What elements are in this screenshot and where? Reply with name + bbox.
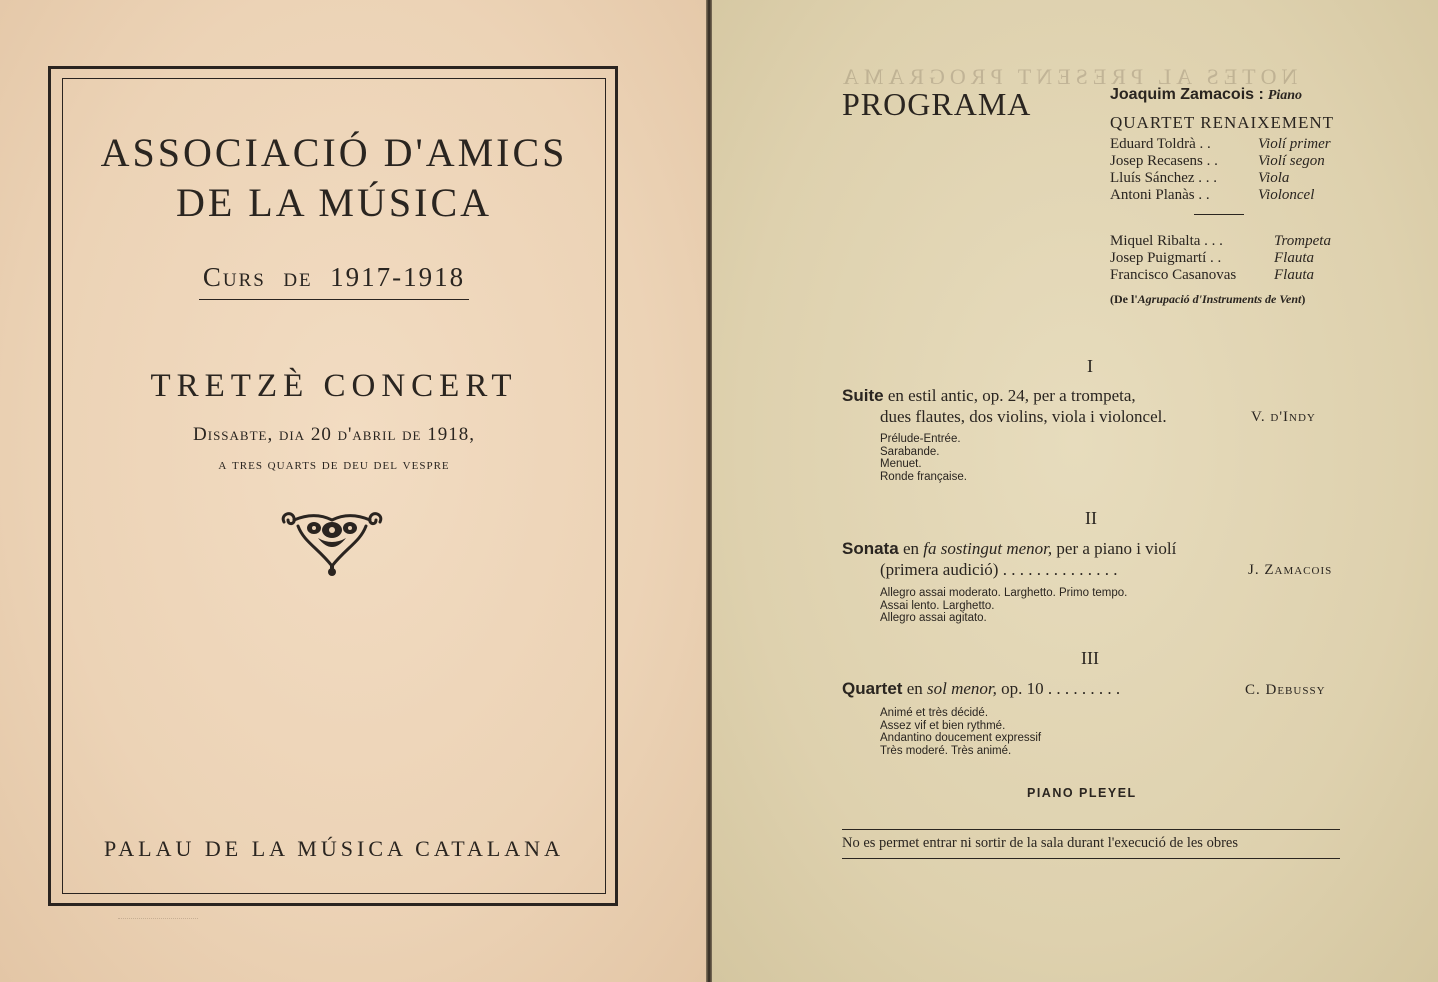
part-numeral: I (1087, 356, 1093, 376)
movement-list (880, 707, 1041, 757)
work-title: Sonata (842, 539, 899, 558)
bleed-through-text: NOTES AL PRESENT PROGRAMA (838, 64, 1298, 89)
work-title: Quartet (842, 679, 903, 698)
list-item (1110, 170, 1350, 187)
work-desc-pre: en (902, 679, 928, 698)
footer-top-rule (842, 829, 1340, 830)
faint-pencil-mark (118, 918, 198, 925)
footer-bottom-rule (842, 858, 1340, 859)
agrupacio-name: Agrupació d'Instruments de Vent (1137, 292, 1302, 306)
course-de: de (283, 262, 313, 292)
list-item: Allegro assai moderato. Larghetto. Primo tempo. (880, 587, 1128, 599)
movement-list (880, 433, 967, 483)
list-item (1110, 187, 1350, 204)
member-name: Miquel Ribalta . . . (1110, 233, 1223, 249)
agrupacio-note (1110, 292, 1305, 307)
work-line2: (primera audició) . . . . . . . . . . . . . . (880, 560, 1118, 579)
member-name: Lluís Sánchez . . . (1110, 170, 1218, 186)
member-name: Josep Puigmartí . . (1110, 250, 1222, 266)
member-name: Antoni Planàs . . (1110, 187, 1210, 203)
work-line1 (842, 386, 1136, 406)
venue: PALAU DE LA MÚSICA CATALANA (104, 836, 564, 861)
member-instrument: Viola (1258, 170, 1290, 186)
work-desc-post: per a piano i violí (1052, 539, 1177, 558)
member-instrument: Violí primer (1258, 136, 1331, 152)
member-name: Eduard Toldrà . . (1110, 136, 1211, 152)
concert-date: Dissabte, dia 20 d'abril de 1918, (193, 424, 475, 445)
list-item: Assez vif et bien rythmé. (880, 719, 1006, 732)
list-item (1110, 250, 1350, 267)
composer-name: C. Debussy (1245, 682, 1326, 698)
member-instrument: Violí segon (1258, 153, 1325, 169)
member-instrument: Flauta (1274, 250, 1314, 266)
list-item: Menuet. (880, 458, 922, 470)
work-desc: en estil antic, op. 24, per a trompeta, (883, 386, 1136, 405)
work-line2: dues flautes, dos violins, viola i violoncel. (880, 407, 1167, 426)
work-desc-post: op. 10 . . . . . . . . . (996, 679, 1121, 698)
wind-member-list (1110, 233, 1350, 284)
list-item (1110, 153, 1350, 170)
member-instrument: Violoncel (1258, 187, 1315, 203)
floral-ornament-icon (278, 508, 386, 580)
concert-title: TRETZÈ CONCERT (150, 368, 518, 404)
part-numeral: II (1085, 508, 1097, 528)
pianist-line (1110, 86, 1302, 104)
member-instrument: Flauta (1274, 267, 1314, 283)
work-line1 (842, 679, 1120, 699)
pianist-role: Piano (1267, 88, 1303, 103)
course-underlined (199, 262, 469, 300)
list-item (1110, 233, 1350, 250)
agrupacio-close: ) (1301, 292, 1306, 306)
part-numeral: III (1081, 648, 1099, 668)
pianist-name: Joaquim Zamacois : (1110, 86, 1264, 103)
list-item: Allegro assai agitato. (880, 612, 987, 624)
course-word: Curs (202, 262, 266, 292)
concert-time: a tres quarts de deu del vespre (218, 457, 450, 473)
work-line1 (842, 539, 1176, 559)
list-item: Ronde française. (880, 470, 967, 483)
association-title (62, 128, 606, 228)
quartet-name: QUARTET RENAIXEMENT (1110, 113, 1335, 132)
association-title-line2: DE LA MÚSICA (175, 180, 493, 225)
work-key: sol menor, (927, 679, 997, 698)
list-item: Sarabande. (880, 445, 940, 458)
section-divider (1194, 214, 1244, 215)
list-item: Andantino doucement expressif (880, 732, 1042, 744)
member-instrument: Trompeta (1274, 233, 1331, 249)
footer-notice: No es permet entrar ni sortir de la sala durant l'execució de les obres (842, 835, 1238, 851)
composer-name: J. Zamacois (1248, 562, 1333, 578)
quartet-member-list (1110, 136, 1350, 204)
association-title-line1: ASSOCIACIÓ D'AMICS (100, 130, 568, 175)
list-item: Animé et très décidé. (880, 707, 989, 719)
list-item (1110, 267, 1350, 284)
list-item (1110, 136, 1350, 153)
work-key: fa sostingut menor, (923, 539, 1053, 558)
work-desc-pre: en (898, 539, 924, 558)
work-title: Suite (842, 386, 884, 405)
agrupacio-open: (De l' (1110, 292, 1138, 306)
piano-note: PIANO PLEYEL (1027, 786, 1137, 800)
list-item: Assai lento. Larghetto. (880, 599, 995, 612)
member-name: Francisco Casanovas (1110, 267, 1237, 283)
member-name: Josep Recasens . . (1110, 153, 1218, 169)
list-item: Prélude-Entrée. (880, 433, 961, 445)
list-item: Très moderé. Très animé. (880, 744, 1012, 757)
course-years: 1917-1918 (330, 262, 466, 292)
course-line (62, 262, 606, 300)
movement-list (880, 587, 1127, 625)
program-heading: PROGRAMA (842, 86, 1032, 122)
composer-name: V. d'Indy (1251, 409, 1316, 425)
